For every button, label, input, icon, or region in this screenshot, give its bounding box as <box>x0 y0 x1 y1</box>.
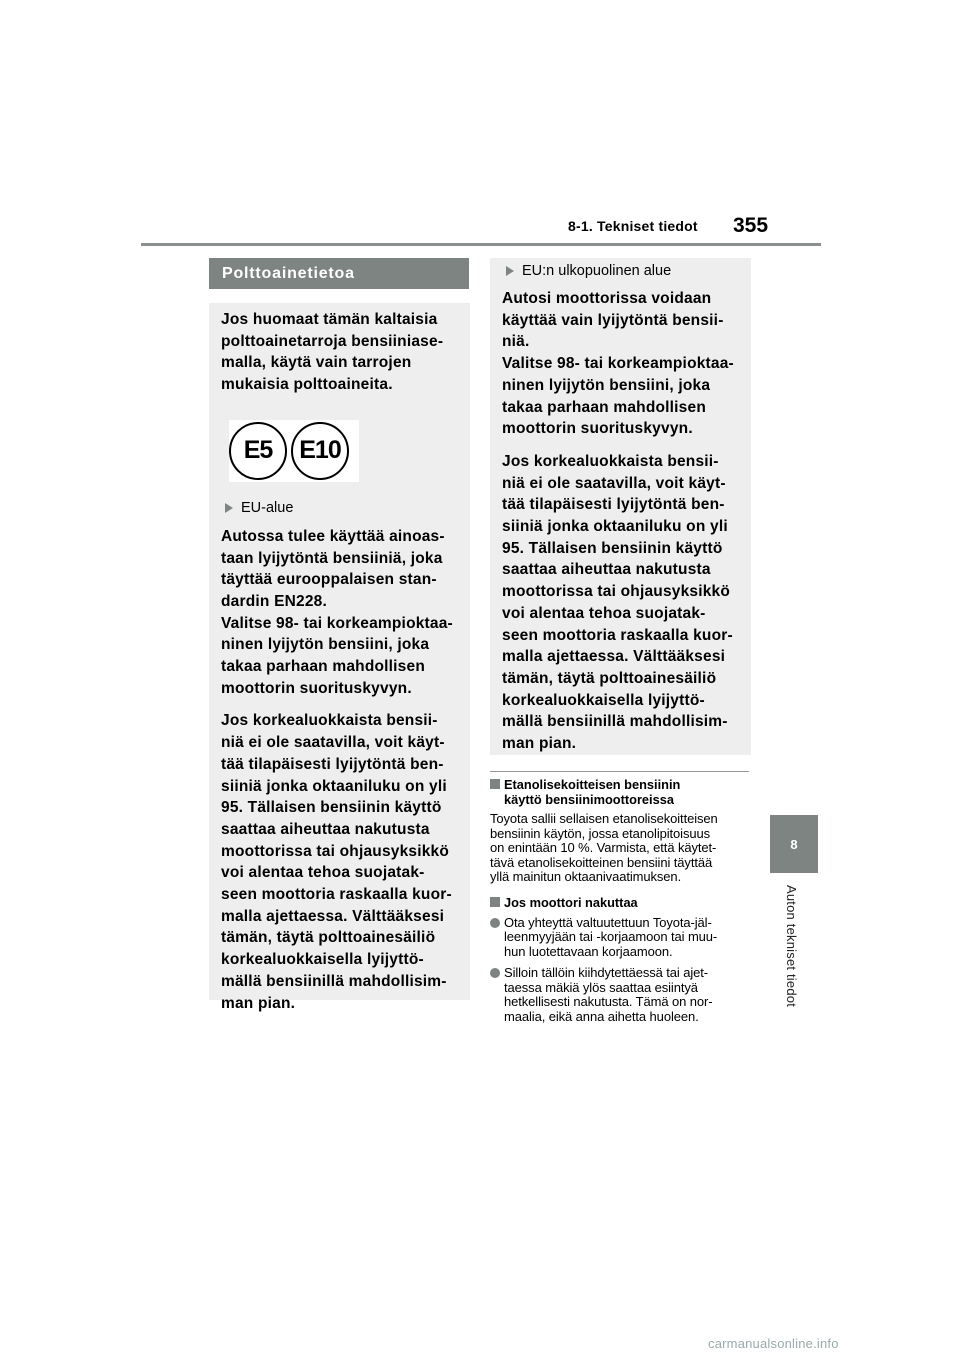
square-bullet-icon <box>490 779 500 789</box>
intro-text: Jos huomaat tämän kaltaisia polttoainetarroja bensiiniase- malla, käytä vain tarrojen mukaisia polttoaineita. <box>221 311 444 394</box>
non-eu-paragraph-1: Autosi moottorissa voidaan käyttää vain lyijytöntä bensii- niä. Valitse 98- tai korkeampioktaa- ninen lyijytön bensiini, joka takaa parhaan mahdollisen moottorin suorituskyvyn. <box>502 290 734 438</box>
fuel-label-e10: E10 <box>291 422 349 480</box>
fuel-labels-figure <box>229 420 359 482</box>
fuel-info-box-non-eu <box>490 258 751 755</box>
fuel-info-box-eu <box>209 303 470 1012</box>
ethanol-body: Toyota sallii sellaisen etanolisekoitteisen bensiinin käytön, jossa etanolipitoisuus on enintään 10 %. Varmista, että käytet- tävä etanolisekoitteinen bensiini täyttää yllä mainitun oktaanivaatimuksen. <box>490 811 718 884</box>
eu-paragraph-1: Autossa tulee käyttää ainoas- taan lyijytöntä bensiiniä, joka täyttää eurooppalaisen stan- dardin EN228. Valitse 98- tai korkeampioktaa- ninen lyijytön bensiini, joka takaa parhaan mahdollisen moottorin suorituskyvyn. <box>221 527 453 697</box>
chapter-number: 8 <box>790 836 798 852</box>
section-heading: Polttoainetietoa <box>209 258 469 289</box>
notes-section <box>490 777 751 1024</box>
circle-bullet-icon <box>490 968 500 978</box>
eu-paragraph-2: Jos korkealuokkaista bensii- niä ei ole saatavilla, voit käyt- tää tilapäisesti lyijytöntä ben- siiniä jonka oktaaniluku on yli 95. Tällaisen bensiinin käyttö saattaa aiheuttaa nakutusta moottorissa tai ohjausyksikkö voi alentaa tehoa suojatak- seen moottoria raskaalla kuor- malla ajettaessa. Välttääksesi tämän, täytä polttoainesäiliö korkealuokkaisella lyijyttö- mällä bensiinillä mahdollisim- man pian. <box>221 712 452 1012</box>
non-eu-paragraph-2: Jos korkealuokkaista bensii- niä ei ole saatavilla, voit käyt- tää tilapäisesti lyijytöntä ben- siiniä jonka oktaaniluku on yli 95. Tällaisen bensiinin käyttö saattaa aiheuttaa nakutusta moottorissa tai ohjausyksikkö voi alentaa tehoa suojatak- seen moottoria raskaalla kuor- malla ajettaessa. Välttääksesi tämän, täytä polttoainesäiliö korkealuokkaisella lyijyttö- mällä bensiinillä mahdollisim- man pian. <box>502 452 733 753</box>
triangle-bullet-icon <box>506 266 514 276</box>
chapter-tab[interactable] <box>770 815 818 873</box>
ethanol-heading: Etanolisekoitteisen bensiinin käyttö bensiinimoottoreissa <box>490 777 751 807</box>
knock-item-2: Silloin tällöin kiihdytettäessä tai ajet- taessa mäkiä ylös saattaa esiintyä hetkellisesti nakutusta. Tämä on nor- maalia, eikä anna aihetta huoleen. <box>490 966 751 1024</box>
circle-bullet-icon <box>490 918 500 928</box>
notes-divider <box>490 771 749 772</box>
page-number: 355 <box>733 214 769 237</box>
watermark: carmanualsonline.info <box>708 1336 839 1351</box>
knock-item-1: Ota yhteyttä valtuutettuun Toyota-jäl- leenmyyjään tai -korjaamoon tai muu- hun luotettavaan korjaamoon. <box>490 916 751 960</box>
triangle-bullet-icon <box>225 503 233 513</box>
section-title: 8-1. Tekniset tiedot <box>568 218 698 234</box>
header-rule <box>141 243 821 246</box>
fuel-label-e5: E5 <box>229 422 287 480</box>
region-bullet-eu: EU-alue <box>221 498 458 518</box>
chapter-title: Auton tekniset tiedot <box>784 885 799 1007</box>
region-bullet-non-eu: EU:n ulkopuolinen alue <box>502 261 739 281</box>
square-bullet-icon <box>490 897 500 907</box>
knock-heading: Jos moottori nakuttaa <box>490 895 751 910</box>
